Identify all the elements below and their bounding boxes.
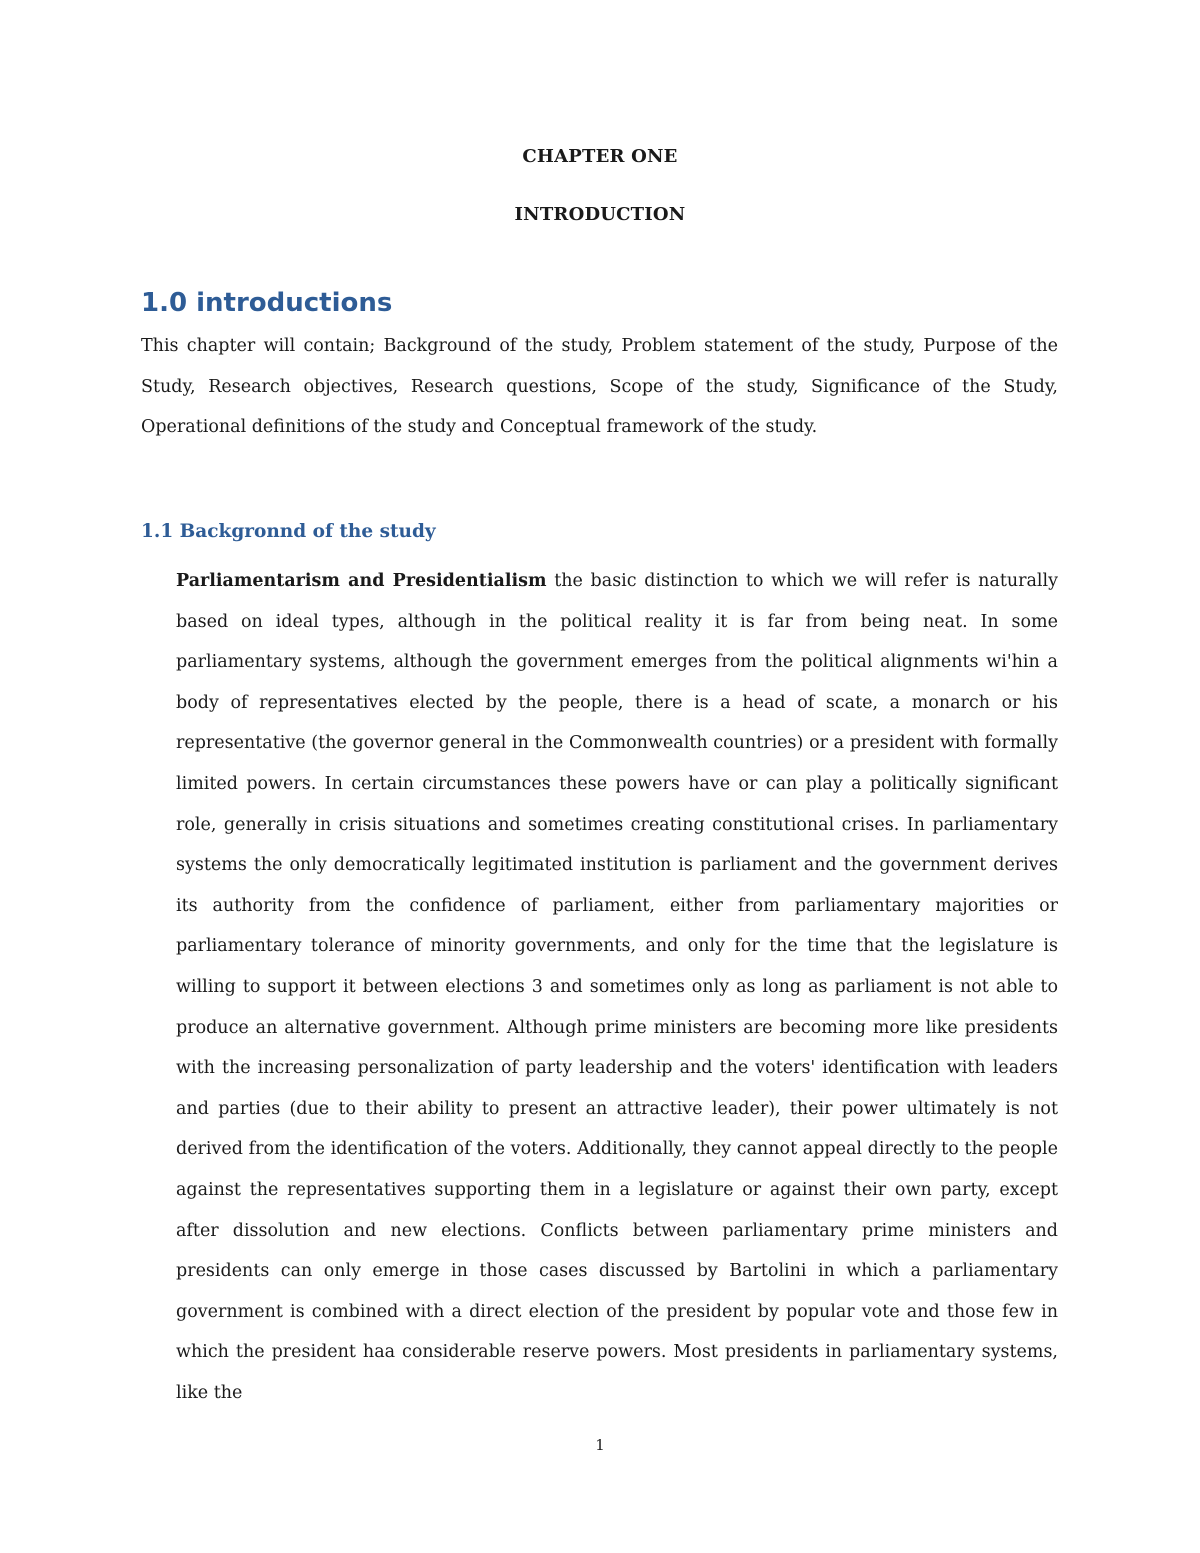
- page-number: 1: [595, 1436, 605, 1454]
- chapter-subtitle: INTRODUCTION: [514, 204, 686, 225]
- section-intro-paragraph: This chapter will contain; Background of the study, Problem statement of the study, Purpose of the Study, Research objectives, Research questions, Scope of the study, Significance of the Study, Operational definitions of the study and Conceptual framework of the study.: [141, 336, 1058, 437]
- paragraph-body-text: the basic distinction to which we will refer is naturally based on ideal types, although in the political reality it is far from being neat. In some parliamentary systems, although the government emerges from the political alignments wi'hin a body of representatives elected by the people, there is a head of scate, a monarch or his representative (the governor general in the Commonwealth countries) or a president with formally limited powers. In certain circumstances these powers have or can play a politically significant role, generally in crisis situations and sometimes creating constitutional crises. In parliamentary systems the only democratically legitimated institution is parliament and the government derives its authority from the confidence of parliament, either from parliamentary majorities or parliamentary tolerance of minority governments, and only for the time that the legislature is willing to support it between elections 3 and sometimes only as long as parliament is not able to produce an alternative government. Although prime ministers are becoming more like presidents with the increasing personalization of party leadership and the voters' identification with leaders and parties (due to their ability to present an attractive leader), their power ultimately is not derived from the identification of the voters. Additionally, they cannot appeal directly to the people against the representatives supporting them in a legislature or against their own party, except after dissolution and new elections. Conflicts between parliamentary prime ministers and presidents can only emerge in those cases discussed by Bartolini in which a parliamentary government is combined with a direct election of the president by popular vote and those few in which the president haa considerable reserve powers. Most presidents in parliamentary systems, like the: [176, 571, 1059, 1403]
- section-heading-background: 1.1 Backgronnd of the study: [141, 521, 436, 542]
- paragraph-lead-bold: Parliamentarism and Presidentialism: [176, 571, 547, 591]
- background-paragraph: [176, 561, 1058, 1413]
- chapter-title: CHAPTER ONE: [522, 146, 678, 167]
- section-heading-introductions: 1.0 introductions: [141, 288, 393, 318]
